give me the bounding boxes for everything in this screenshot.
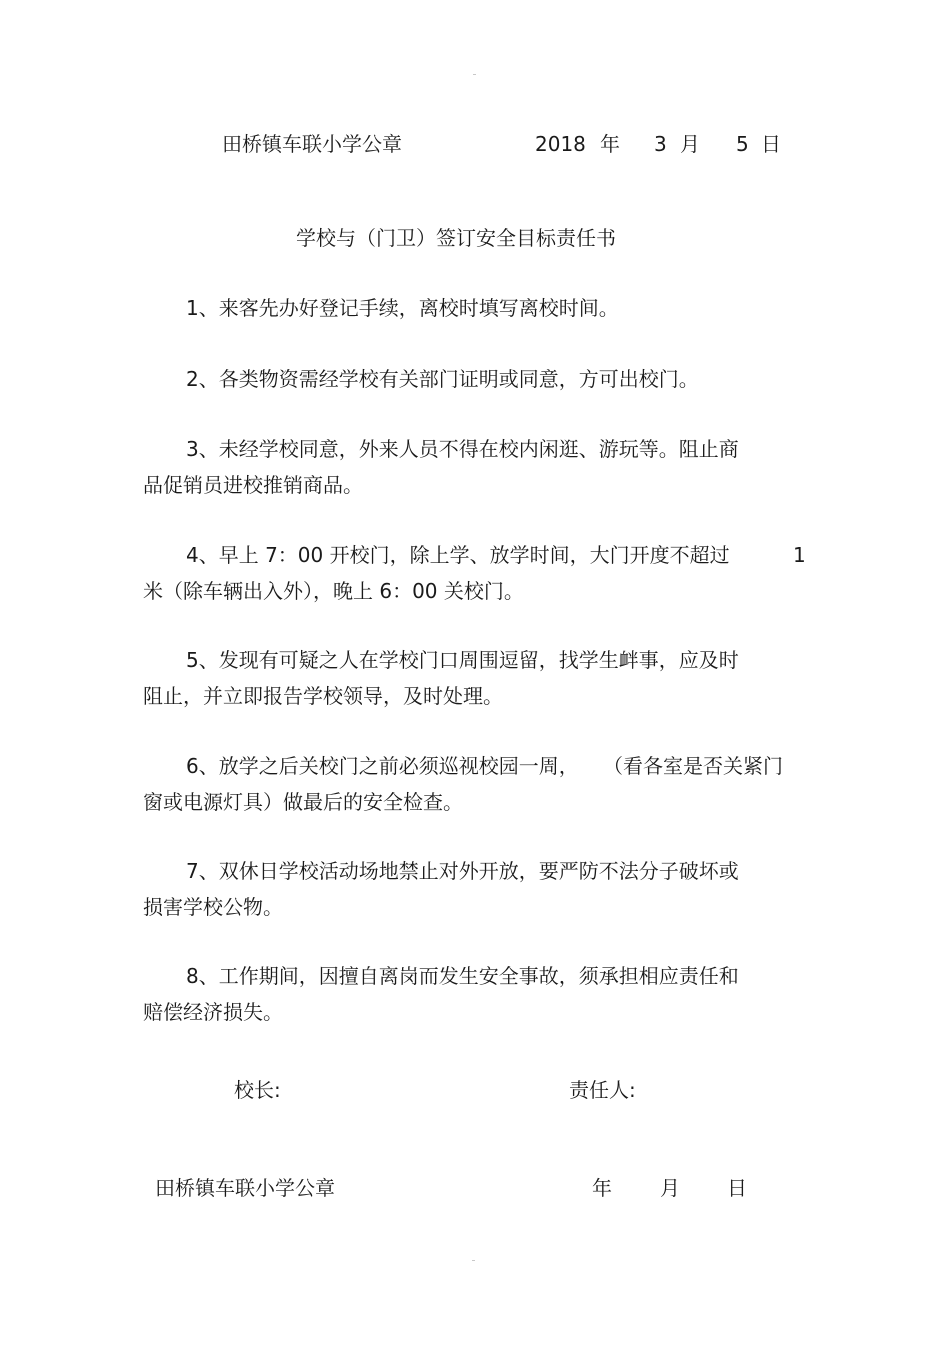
footer-day-char: 日 [727,1176,747,1200]
item-1-line: 1、来客先办好登记手续，离校时填写离校时间。 [186,296,619,320]
item-2-line: 2、各类物资需经学校有关部门证明或同意，方可出校门。 [186,367,699,391]
footer-school-seal: 田桥镇车联小学公章 [155,1176,335,1200]
header-day: 5 [736,132,749,156]
list-item [143,290,813,326]
responsible-signature-label: 责任人: [569,1078,636,1102]
item-6-line-1 [143,748,813,784]
header-school-seal: 田桥镇车联小学公章 [222,132,402,156]
principal-signature-label: 校长: [234,1078,281,1102]
document-title: 学校与（门卫）签订安全目标责任书 [296,226,616,250]
item-4-line-1-number: 1 [793,543,806,567]
item-5-line-2: 阻止，并立即报告学校领导，及时处理。 [143,684,503,708]
bottom-mark [472,1260,475,1261]
list-item [143,642,813,714]
list-item [143,958,813,1030]
footer-year-char: 年 [592,1176,612,1200]
list-item [143,537,813,609]
header-day-char: 日 [761,132,781,156]
item-7-line-2: 损害学校公物。 [143,895,283,919]
item-6-line-1-text: 6、放学之后关校门之前必须巡视校园一周， [186,754,579,778]
header-month-char: 月 [680,132,700,156]
list-item [143,853,813,925]
list-item [143,748,813,820]
top-mark [473,74,476,75]
item-8-line-2: 赔偿经济损失。 [143,1000,283,1024]
item-3-line-1: 3、未经学校同意，外来人员不得在校内闲逛、游玩等。阻止商 [186,437,739,461]
footer-month-char: 月 [660,1176,680,1200]
header-month: 3 [654,132,667,156]
item-4-line-1 [143,537,813,573]
item-3-line-2: 品促销员进校推销商品。 [143,473,363,497]
item-8-line-1: 8、工作期间，因擅自离岗而发生安全事故，须承担相应责任和 [186,964,739,988]
item-4-line-2: 米（除车辆出入外），晚上 6：00 关校门。 [143,579,524,603]
header-year: 2018 [535,132,586,156]
item-5-line-1: 5、发现有可疑之人在学校门口周围逗留，找学生衅事，应及时 [186,648,739,672]
header-year-char: 年 [600,132,620,156]
item-7-line-1: 7、双休日学校活动场地禁止对外开放，要严防不法分子破坏或 [186,859,739,883]
list-item [143,361,813,397]
item-6-line-1-paren: （看各室是否关紧门 [603,754,783,778]
item-6-line-2: 窗或电源灯具）做最后的安全检查。 [143,790,463,814]
item-4-line-1-text: 4、早上 7：00 开校门，除上学、放学时间，大门开度不超过 [186,543,730,567]
list-item [143,431,813,503]
